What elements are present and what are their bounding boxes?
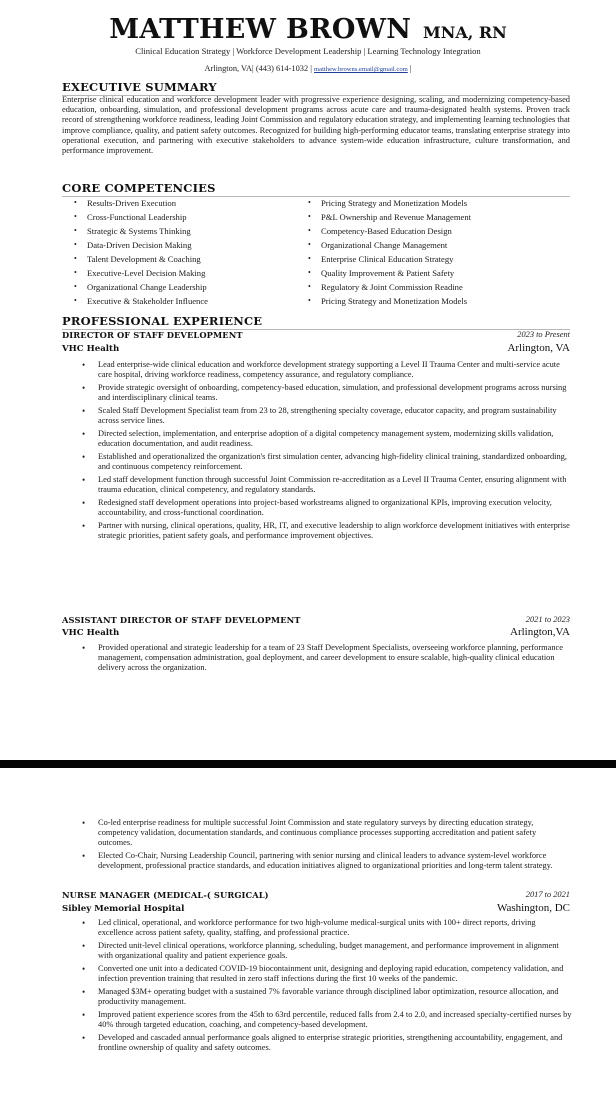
- job-bullet: • Converted one unit into a dedicated COVID-19 biocontainment unit, designing and deploying rapid education, competency validation, and infection prevention training that resulted in zero staff infections during the first 10 weeks of the pandemic.: [82, 964, 572, 984]
- job-bullet: • Improved patient experience scores from the 45th to 63rd percentile, reduced falls from 2.4 to 2.0, and increased specialty-certified nurses by 40% through targeted education, coaching, and competency-based development.: [82, 1010, 572, 1030]
- tagline: Clinical Education Strategy | Workforce Development Leadership | Learning Technology Integration: [135, 46, 481, 56]
- job-location: Arlington, VA: [507, 342, 570, 354]
- section-title-core-competencies: CORE COMPETENCIES: [62, 181, 570, 197]
- job-bullet: • Led clinical, operational, and workforce performance for two high-volume medical-surgical units with 100+ direct reports, driving excellence across patient safety, quality, staffing, and professional practice.: [82, 918, 572, 938]
- job-bullet-list: [82, 360, 572, 544]
- section-title-professional-experience: PROFESSIONAL EXPERIENCE: [62, 314, 570, 330]
- employer-name: VHC Health: [62, 344, 120, 354]
- executive-summary-text: Enterprise clinical education and workforce development leader with progressive experience designing, scaling, and modernizing competency-based education, onboarding, simulation, and professional development programs across acute care and trauma-designated health systems. Proven track record of strengthening workforce readiness, leading Joint Commission and regulatory education strategy, and implementing learning technologies that improve compliance, quality, and patient safety outcomes. Recognized for building high-performing educator teams, translating enterprise strategy into operational execution, and partnering with executive stakeholders to advance system-wide education infrastructure, culture transformation, and performance improvement.: [62, 95, 570, 156]
- job-bullet-list-continued: [82, 818, 572, 874]
- job-bullet-list: [82, 643, 572, 676]
- job-bullet: • Lead enterprise-wide clinical education and workforce development strategy supporting a Level II Trauma Center and multi-service acute care hospital, driving workforce readiness, competency assurance, and regulatory compliance.: [82, 360, 572, 380]
- competencies-right-list: [308, 197, 471, 309]
- competency-item: • Quality Improvement & Patient Safety: [308, 267, 471, 281]
- competency-item: • Strategic & Systems Thinking: [74, 225, 208, 239]
- contact-line: [0, 64, 616, 73]
- competency-item: • P&L Ownership and Revenue Management: [308, 211, 471, 225]
- job-location: Washington, DC: [496, 902, 570, 914]
- competency-item: • Pricing Strategy and Monetization Models: [308, 295, 471, 309]
- competency-item: • Pricing Strategy and Monetization Models: [308, 197, 471, 211]
- contact-phone: (443) 614-1032: [255, 64, 309, 73]
- job-dates: 2023 to Present: [517, 330, 570, 339]
- job-bullet: • Scaled Staff Development Specialist team from 23 to 28, strengthening specialty coverage, educator capacity, and program sustainability across service lines.: [82, 406, 572, 426]
- contact-end-separator: |: [409, 64, 412, 73]
- contact-location: Arlington, VA|: [204, 64, 254, 73]
- job-title: DIRECTOR OF STAFF DEVELOPMENT: [62, 330, 243, 340]
- job-bullet: • Provided operational and strategic leadership for a team of 23 Staff Development Specialists, overseeing workforce planning, performance management, compensation administration, goal deployment, and career development to ensure scalable, high-quality clinical education delivery across the organization.: [82, 643, 572, 674]
- competencies-left-list: [74, 197, 208, 309]
- employer-name: Sibley Memorial Hospital: [62, 904, 185, 914]
- competency-item: • Data-Driven Decision Making: [74, 239, 208, 253]
- job-bullet: • Provide strategic oversight of onboarding, competency-based education, simulation, and professional development programs across nursing and interdisciplinary clinical teams.: [82, 383, 572, 403]
- competency-item: • Talent Development & Coaching: [74, 253, 208, 267]
- section-title-executive-summary: EXECUTIVE SUMMARY: [62, 80, 570, 96]
- competency-item: • Enterprise Clinical Education Strategy: [308, 253, 471, 267]
- competency-item: • Results-Driven Execution: [74, 197, 208, 211]
- job-bullet: • Elected Co-Chair, Nursing Leadership Council, partnering with senior nursing and clinical leaders to advance system-level workforce development, professional practice standards, and education initiatives aligned to organizational priorities and long-term talent strategy.: [82, 851, 572, 871]
- job-bullet: • Managed $3M+ operating budget with a sustained 7% favorable variance through disciplined labor optimization, resource allocation, and productivity management.: [82, 987, 572, 1007]
- credentials: MNA, RN: [422, 23, 507, 42]
- competency-item: • Organizational Change Management: [308, 239, 471, 253]
- employer-name: VHC Health: [62, 628, 120, 638]
- contact-separator: |: [310, 64, 312, 73]
- job-bullet: • Developed and cascaded annual performance goals aligned to enterprise strategic priorities, strengthening accountability, engagement, and frontline ownership of quality and safety outcomes.: [82, 1033, 572, 1053]
- job-bullet: • Partner with nursing, clinical operations, quality, HR, IT, and executive leadership to align workforce development initiatives with enterprise strategic priorities, patient safety goals, and performance improvement objectives.: [82, 521, 572, 541]
- page-break-divider: [0, 760, 616, 768]
- competency-item: • Executive & Stakeholder Influence: [74, 295, 208, 309]
- candidate-name: [0, 14, 616, 45]
- job-dates: 2017 to 2021: [525, 890, 570, 899]
- job-bullet: • Led staff development function through successful Joint Commission re-accreditation as a Level II Trauma Center, ensuring alignment with trauma education, clinical competency, and regulatory standards.: [82, 475, 572, 495]
- job-title: NURSE MANAGER (MEDICAL-( SURGICAL): [62, 890, 269, 900]
- competency-item: • Cross-Functional Leadership: [74, 211, 208, 225]
- job-bullet-list: [82, 918, 572, 1056]
- competency-item: • Regulatory & Joint Commission Readine: [308, 281, 471, 295]
- job-location: Arlington,VA: [510, 626, 570, 638]
- competency-item: • Executive-Level Decision Making: [74, 267, 208, 281]
- job-dates: 2021 to 2023: [525, 615, 570, 624]
- job-bullet: • Redesigned staff development operations into project-based workstreams aligned to organizational KPIs, improving execution velocity, accountability, and cross-functional coordination.: [82, 498, 572, 518]
- name-text: MATTHEW BROWN: [109, 14, 412, 45]
- job-bullet: • Established and operationalized the organization's first simulation center, advancing high-fidelity clinical training, standardized onboarding, and continuous competency reinforcement.: [82, 452, 572, 472]
- competency-item: • Competency-Based Education Design: [308, 225, 471, 239]
- job-bullet: • Co-led enterprise readiness for multiple successful Joint Commission and state regulatory surveys by directing education strategy, competency validation, documentation standards, and continuous compliance processes supporting accreditation and patient safety outcomes.: [82, 818, 572, 849]
- contact-email-link[interactable]: matthew.browns.email@gmail.com: [314, 66, 408, 73]
- resume-page-2: [0, 814, 616, 1100]
- job-bullet: • Directed selection, implementation, and enterprise adoption of a digital competency management system, modernizing skills validation, education documentation, and audit readiness.: [82, 429, 572, 449]
- job-title: ASSISTANT DIRECTOR OF STAFF DEVELOPMENT: [62, 615, 301, 625]
- competency-item: • Organizational Change Leadership: [74, 281, 208, 295]
- job-bullet: • Directed unit-level clinical operations, workforce planning, scheduling, budget management, and performance improvement in alignment with organizational quality and patient experience goals.: [82, 941, 572, 961]
